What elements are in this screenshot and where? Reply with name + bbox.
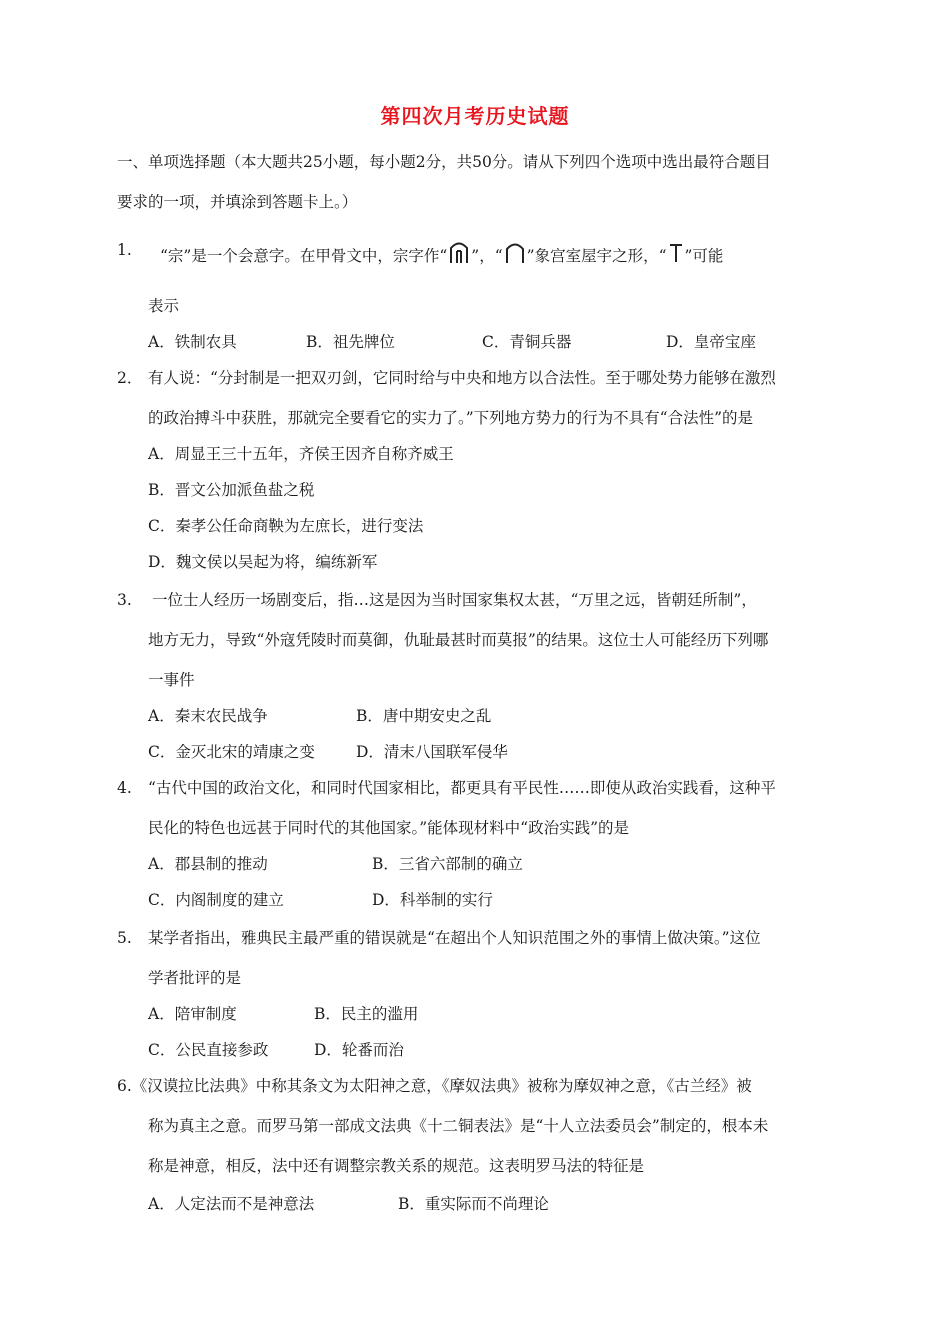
- q4-number: 4.: [117, 779, 132, 797]
- q5-option-c: C．公民直接参政: [148, 1041, 269, 1059]
- q4-option-c: C．内阁制度的建立: [148, 891, 284, 909]
- q1-option-b: B．祖先牌位: [306, 333, 395, 351]
- q5-option-d: D．轮番而治: [314, 1041, 404, 1059]
- q6-option-b: B．重实际而不尚理论: [398, 1195, 549, 1213]
- q3-option-a: A．秦末农民战争: [148, 707, 268, 725]
- q3-stem-line-2: 地方无力，导致“外寇凭陵时而莫御，仇耻最甚时而莫报”的结果。这位士人可能经历下列哪: [148, 631, 769, 649]
- q1-stem-text-2: ”，“: [471, 247, 503, 265]
- q1-stem-text-4: ”可能: [684, 247, 724, 265]
- q2-number: 2．: [117, 369, 143, 387]
- q6-option-a: A．人定法而不是神意法: [148, 1195, 315, 1213]
- q3-option-c: C．金灭北宋的靖康之变: [148, 743, 315, 761]
- q5-stem-line-1: 某学者指出，雅典民主最严重的错误就是“在超出个人知识范围之外的事情上做决策。”这位: [148, 929, 761, 947]
- q4-option-d: D．科举制的实行: [372, 891, 493, 909]
- q1-stem-line-2: 表示: [148, 297, 180, 315]
- page-title: 第四次月考历史试题: [380, 104, 570, 128]
- q5-number: 5.: [117, 929, 132, 947]
- q2-option-d: D．魏文侯以吴起为将，编练新军: [148, 553, 378, 571]
- q3-option-b: B．唐中期安史之乱: [356, 707, 492, 725]
- q6-stem-line-1: 6.《汉谟拉比法典》中称其条文为太阳神之意，《摩奴法典》被称为摩奴神之意，《古兰经》被: [117, 1077, 752, 1095]
- oracle-zong-glyph-icon: [448, 240, 470, 264]
- q4-stem-line-2: 民化的特色也远甚于同时代的其他国家。”能体现材料中“政治实践”的是: [148, 819, 630, 837]
- q1-option-d: D．皇帝宝座: [666, 333, 756, 351]
- q1-option-c: C．青铜兵器: [482, 333, 572, 351]
- section-instruction-line-2: 要求的一项，并填涂到答题卡上。）: [117, 193, 358, 211]
- q5-option-b: B．民主的滥用: [314, 1005, 419, 1023]
- q4-option-a: A．郡县制的推动: [148, 855, 268, 873]
- q2-stem-line-2: 的政治搏斗中获胜，那就完全要看它的实力了。”下列地方势力的行为不具有“合法性”的是: [148, 409, 754, 427]
- q2-option-b: B．晋文公加派鱼盐之税: [148, 481, 315, 499]
- q3-option-d: D．清末八国联军侵华: [356, 743, 508, 761]
- q6-stem-line-3: 称是神意，相反，法中还有调整宗教关系的规范。这表明罗马法的特征是: [148, 1157, 645, 1175]
- q3-stem-line-3: 一事件: [148, 671, 195, 689]
- oracle-roof-glyph-icon: [504, 240, 526, 264]
- q2-option-a: A．周显王三十五年，齐侯王因齐自称齐威王: [148, 445, 454, 463]
- q2-option-c: C．秦孝公任命商鞅为左庶长，进行变法: [148, 517, 424, 535]
- q6-stem-line-2: 称为真主之意。而罗马第一部成文法典《十二铜表法》是“十人立法委员会”制定的，根本未: [148, 1117, 769, 1135]
- q1-stem-line-1: [160, 240, 723, 266]
- section-instruction-line-1: 一、单项选择题（本大题共25小题，每小题2分，共50分。请从下列四个选项中选出最符合题目: [117, 153, 771, 171]
- oracle-shi-glyph-icon: [668, 240, 684, 264]
- q5-stem-line-2: 学者批评的是: [148, 969, 242, 987]
- q1-number: 1.: [117, 241, 132, 259]
- q4-option-b: B．三省六部制的确立: [372, 855, 523, 873]
- q2-stem-line-1: 有人说：“分封制是一把双刃剑，它同时给与中央和地方以合法性。至于哪处势力能够在激烈: [148, 369, 776, 387]
- q1-stem-text-1: “宗”是一个会意字。在甲骨文中，宗字作“: [160, 247, 448, 265]
- q3-stem-line-1: 一位士人经历一场剧变后，指…这是因为当时国家集权太甚，“万里之远，皆朝廷所制”，: [152, 591, 757, 609]
- q5-option-a: A．陪审制度: [148, 1005, 237, 1023]
- q4-stem-line-1: “古代中国的政治文化，和同时代国家相比，都更具有平民性……即使从政治实践看，这种平: [148, 779, 776, 797]
- q1-option-a: A．铁制农具: [148, 333, 237, 351]
- q1-stem-text-3: ”象宫室屋宇之形，“: [526, 247, 667, 265]
- q3-number: 3.: [117, 591, 132, 609]
